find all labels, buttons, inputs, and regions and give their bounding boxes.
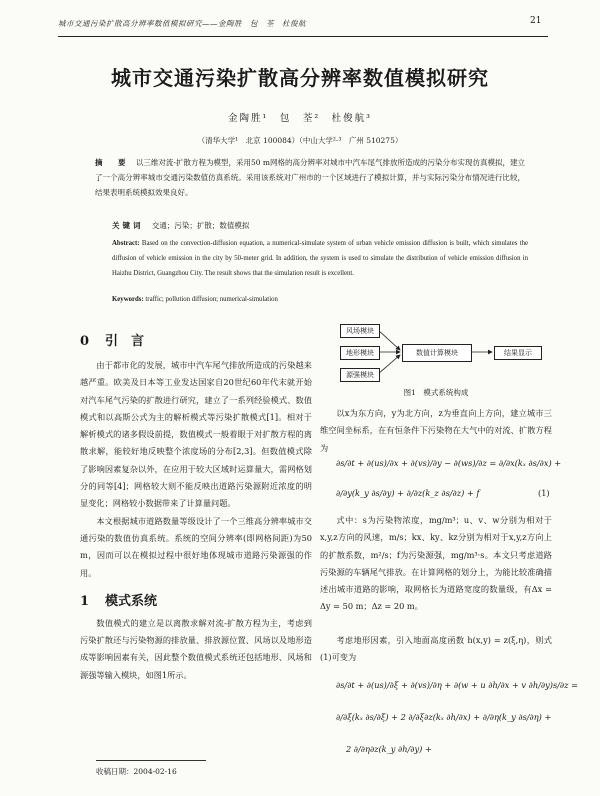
footnote-rule <box>96 760 206 761</box>
equation-2-line-1: ∂s/∂t + ∂(us)/∂ξ + ∂(vs)/∂η + ∂(w + u ∂h/∂x + v ∂h/∂y)s/∂z = <box>336 680 578 690</box>
equation-1-number: (1) <box>538 488 550 498</box>
equation-1-line-1: ∂s/∂t + ∂(us)/∂x + ∂(vs)/∂y − ∂(ws)/∂z = ∂/∂x(kₓ ∂s/∂x) + <box>336 458 562 468</box>
keywords-cn <box>112 220 522 231</box>
arrow-source-to-calc <box>378 355 400 374</box>
received-date: 收稿日期：2004-02-16 <box>96 767 177 776</box>
authors: 金陶胜¹ 包 荃² 杜俊航³ <box>228 113 372 124</box>
section-0-number: 0 <box>80 334 90 349</box>
en-abstract-label: Abstract: <box>112 240 140 247</box>
box-numerical-module: 数值计算模块 <box>402 344 472 362</box>
equation-2-line-2: ∂/∂ξ(kₓ ∂s/∂ξ) + 2 ∂/∂ξ∂z(kₓ ∂h/∂x) + ∂/∂η(k_y ∂s/∂η) + <box>336 712 552 722</box>
header-rule <box>58 36 548 37</box>
keywords-label: 关键词 <box>112 221 144 230</box>
left-column <box>80 330 312 684</box>
section-0-heading <box>80 330 312 349</box>
equation-1-line-2: ∂/∂y(k_y ∂s/∂y) + ∂/∂z(k_z ∂s/∂z) + f <box>336 488 480 498</box>
box-result-display: 结果显示 <box>494 346 542 360</box>
keywords-en <box>112 296 528 303</box>
right-column-paragraph-3: 考虑地形因素，引入地面高度函数 h(x,y) = z(ξ,η)，则式(1)可变为 <box>320 635 552 663</box>
abstract-text: 以三维对流-扩散方程为模型，采用50 m网格的高分辨率对城市中汽车尾气排放所造成的污染分布实现仿真模拟，建立了一个高分辨率城市交通污染数值仿真系统。采用该系统对广州市的一个区域进行了模拟计算，并与实际污染分布情况进行比较，结果表明系统模拟效果良好。 <box>95 158 526 197</box>
equation-2-line-3: 2 ∂/∂η∂z(k_y ∂h/∂y) + <box>346 744 432 754</box>
running-header: 城市交通污染扩散高分辨率数值模拟研究——金陶胜 包 荃 杜俊航 <box>58 19 306 28</box>
right-column-paragraph-2: 式中：s为污染物浓度，mg/m³；u、v、w分别为相对于x,y,z方向的风速，m/s；kx、ky、kz分别为相对于x,y,z方向上的扩散系数，m²/s；f为污染源强，mg/m³·s。本文只考虑道路污染源的车辆尾气排放。在计算网格的划分上，为能比较准确描述出城市道路的影响，取网格长为道路宽度的数量级，有Δx = Δy = 50 m；Δz = 20 m。 <box>320 515 552 612</box>
section-1-heading <box>80 590 312 609</box>
section-0-body <box>80 357 312 582</box>
section-1-number: 1 <box>80 593 90 609</box>
section-0-paragraph: 本文根据城市道路数量等级设计了一个三维高分辨率城市交通污染的数值仿真系统。系统的空间分辨率(即网格间距)为50 m，因而可以在模拟过程中很好地体现城市道路污染源强的作用。 <box>80 515 312 578</box>
section-1-paragraph: 数值模式的建立是以离散求解对流-扩散方程为主，考虑到污染扩散还与污染物源的排放量、排放源位置、风场以及地形造成等影响因素有关，因此整个数值模式系统还包括地形、风场和源强等输入模块，如图1所示。 <box>80 617 312 680</box>
right-column-paragraph-1: 以x为东方向，y为北方向，z为垂直向上方向，建立城市三维空间坐标系，在有恒条件下污染物在大气中的对流、扩散方程为 <box>320 408 552 453</box>
figure-1-caption: 图1 模式系统构成 <box>403 388 469 397</box>
abstract-en <box>112 236 528 281</box>
abstract-cn <box>95 155 525 200</box>
en-abstract-text: Based on the convection-diffusion equation, a numerical-simulate system of urban vehicle emission diffusion is built, which simulates the diffusion of vehicle emission in the city by 50-meter grid. In addition, the system is used to simulate the distribution of vehicle emission diffusion in Haizhu District, Guangzhou City. The result shows that the simulation result is excellent. <box>112 240 528 277</box>
en-keywords-label: Keywords: <box>112 296 144 303</box>
arrow-wind-to-calc <box>378 330 400 350</box>
page-number: 21 <box>530 16 542 26</box>
abstract-label: 摘 要 <box>95 158 130 167</box>
box-source-module: 源强模块 <box>340 368 380 382</box>
box-wind-module: 风场模块 <box>340 324 380 338</box>
figure-1 <box>320 322 552 382</box>
section-1-title: 模式系统 <box>105 593 158 609</box>
box-terrain-module: 地形模块 <box>340 346 380 360</box>
section-0-title: 引 言 <box>105 334 145 349</box>
affiliations: （清华大学¹ 北京 100084）（中山大学²·³ 广州 510275） <box>197 136 403 145</box>
en-keywords-text: traffic; pollution diffusion; numerical-simulation <box>145 296 278 303</box>
keywords-text: 交通；污染；扩散；数值模拟 <box>151 221 250 230</box>
section-1-body <box>80 615 312 684</box>
section-0-paragraph: 由于都市化的发展，城市中汽车尾气排放所造成的污染越来越严重。欧美及日本等工业发达国家自20世纪60年代末就开始对汽车尾气污染的扩散进行研究，建立了一系列经验模式、数值模式和以高斯公式为主的解析模式等污染扩散模式[1]。相对于解析模式的诸多假设前提，数值模式一般着眼于对扩散方程的离散求解，能较好地反映整个浓度场的分布[2,3]。但数值模式除了影响因素复杂以外，在应用于较大区域时运算量大，需网格划分的同等[4]；网格较大则不能反映出道路污染源附近浓度的明显变化；网格较小数据带来了计算量问题。 <box>80 360 312 509</box>
paper-title: 城市交通污染扩散高分辨率数值模拟研究 <box>111 66 489 90</box>
